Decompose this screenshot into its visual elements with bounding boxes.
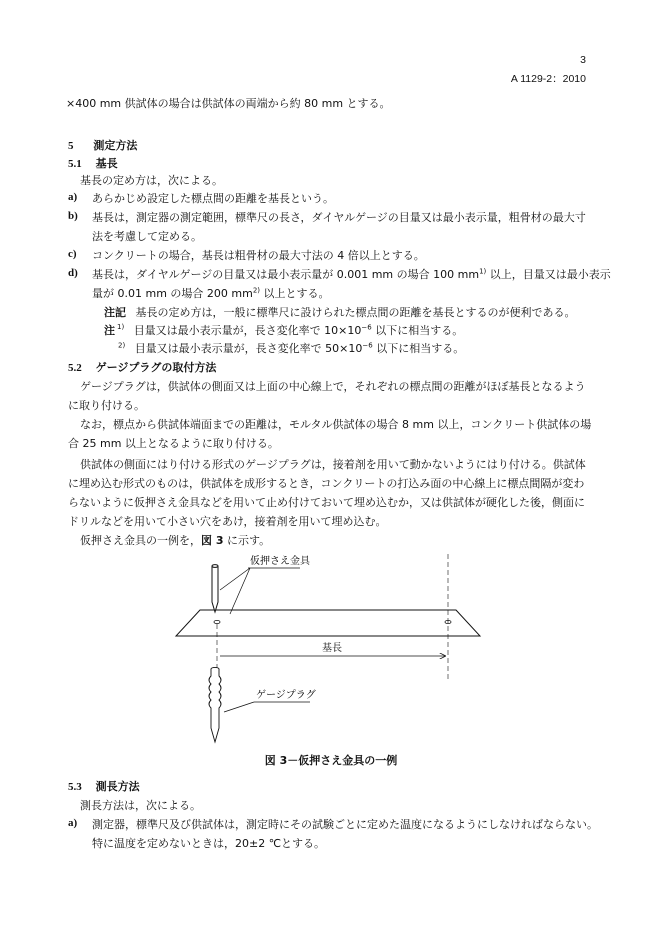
list-item-c — [68, 247, 425, 262]
section-5-3-heading — [68, 778, 140, 794]
note-label: 注記 — [104, 306, 126, 319]
section-title: ゲージプラグの取付方法 — [95, 361, 217, 374]
list-item-a-53 — [68, 816, 598, 831]
clamp-pin-icon — [212, 565, 218, 612]
para-4: 仮押さえ金具の一例を，図 3 に示す。 — [80, 534, 271, 547]
list-item-a-53-cont: 特に温度を定めないときは，20±2 ℃とする。 — [92, 837, 326, 850]
para-2-line-1: なお，標点から供試体端面までの距離は，モルタル供試体の場合 8 mm 以上，コンクリート供試体の場 — [80, 418, 592, 431]
list-item-b — [68, 209, 586, 224]
footnote-label: 注 — [104, 324, 115, 337]
item-label: d) — [68, 267, 78, 279]
list-item-b-cont: 法を考慮して定める。 — [92, 230, 202, 243]
list-item-d-cont: 量が 0.01 mm の場合 200 $mm^{2)}$ 以上とする。 — [92, 286, 330, 300]
item-label: c) — [68, 248, 77, 260]
para-1-line-1: ゲージプラグは，供試体の側面又は上面の中心線上で，それぞれの標点間の距離がほぼ基長となるよう — [80, 380, 586, 393]
figure-3 — [160, 548, 490, 748]
para-3-line-4: ドリルなどを用いて小さい穴をあけ，接着剤を用いて埋め込む。 — [68, 515, 387, 528]
section-5-2-heading — [68, 359, 216, 375]
footnote-2: $^{2)}$ 目量又は最小表示量が，長さ変化率で $50\times 10^{-6}$ 以下に相当する。 — [118, 341, 465, 355]
list-item-d — [68, 266, 611, 281]
section-5-3-lead: 測長方法は，次による。 — [80, 799, 201, 812]
figure-reference: 図 3 — [201, 534, 224, 547]
specimen-plate — [176, 610, 480, 636]
gauge-plug-label: ゲージプラグ — [256, 690, 316, 701]
section-5-heading — [68, 137, 137, 153]
footnote-1: 注 $^{1)}$ 目量又は最小表示量が，長さ変化率で $10\times 10^{-6}$ 以下に相当する。 — [104, 323, 464, 337]
item-text: コンクリートの場合，基長は粗骨材の最大寸法の 4 倍以上とする。 — [92, 249, 425, 262]
gauge-point-left — [214, 620, 220, 623]
item-text: 基長は，ダイヤルゲージの目量又は最小表示量が 0.001 mm の場合 100 $mm^{1)}$ 以上，目量又は最小表示 — [92, 267, 611, 281]
item-text: 基長は，測定器の測定範囲，標準尺の長さ，ダイヤルゲージの目量又は最小表示量，粗骨材の最大寸 — [92, 211, 586, 224]
section-title: 基長 — [95, 157, 118, 170]
para-2-line-2: 合 25 mm 以上となるように取り付ける。 — [68, 437, 279, 450]
section-title: 測長方法 — [95, 780, 140, 793]
list-item-a — [68, 190, 334, 205]
section-5-1-heading — [68, 155, 118, 171]
item-label: a) — [68, 817, 78, 829]
para-3-line-2: に埋め込む形式のものは，供試体を成形するとき，コンクリートの打込み面の中心線上に標点間隔が変わ — [68, 477, 585, 490]
section-number: 5 — [68, 140, 74, 152]
item-label: a) — [68, 191, 78, 203]
section-number: 5.3 — [68, 781, 82, 793]
note — [104, 304, 576, 320]
item-text: あらかじめ設定した標点間の距離を基長という。 — [92, 192, 334, 205]
section-number: 5.2 — [68, 362, 82, 374]
note-text: 基長の定め方は，一般に標準尺に設けられた標点間の距離を基長とするのが便利である。 — [135, 306, 576, 319]
figure-caption: 図 3－仮押さえ金具の一例 — [264, 754, 398, 767]
intro-line: ×400 mm 供試体の場合は供試体の両端から約 80 mm とする。 — [66, 97, 391, 110]
standard-id: A 1129-2：2010 — [510, 73, 586, 85]
para-3-line-3: らないように仮押さえ金具などを用いて止め付けておいて埋め込むか，又は供試体が硬化した後，側面に — [68, 496, 585, 509]
section-5-1-lead: 基長の定め方は，次による。 — [80, 174, 223, 187]
base-length-label: 基長 — [322, 643, 342, 654]
section-number: 5.1 — [68, 158, 82, 170]
para-1-line-2: に取り付ける。 — [68, 399, 145, 412]
clamp-label: 仮押さえ金具 — [250, 556, 310, 567]
page-number: 3 — [580, 54, 586, 66]
para-3-line-1: 供試体の側面にはり付ける形式のゲージプラグは，接着剤を用いて動かないようにはり付ける。供試体 — [80, 458, 586, 471]
gauge-plug-icon — [209, 667, 221, 742]
section-title: 測定方法 — [93, 139, 138, 152]
item-text: 測定器，標準尺及び供試体は，測定時にその試験ごとに定めた温度になるようにしなければならない。 — [92, 818, 598, 831]
item-label: b) — [68, 210, 78, 222]
